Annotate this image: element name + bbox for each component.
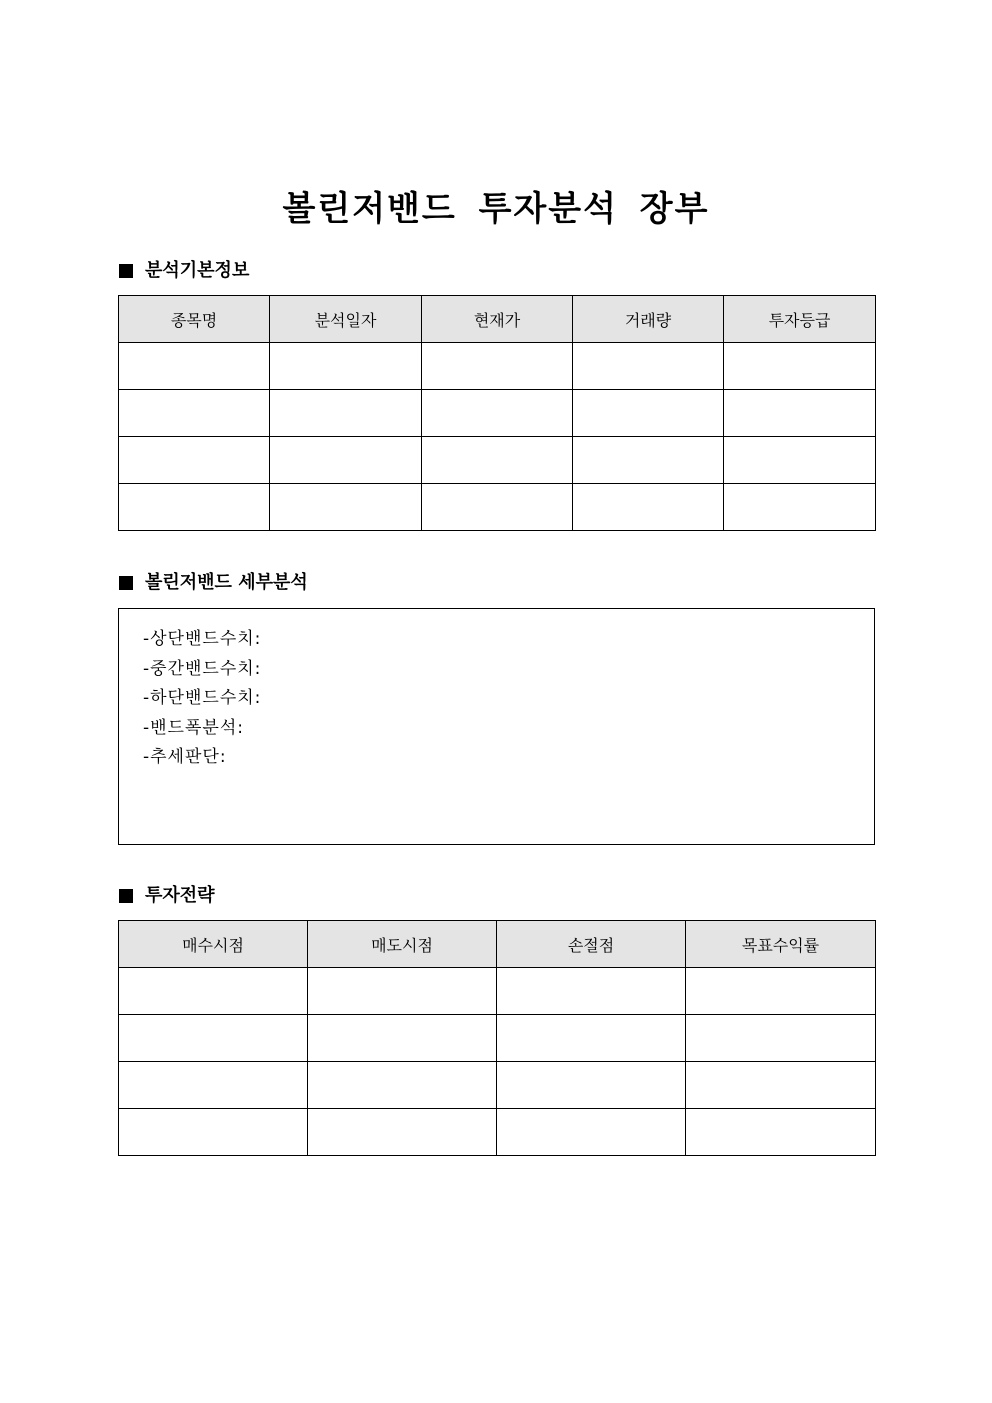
table-cell[interactable]: [497, 968, 686, 1015]
table-cell[interactable]: [497, 1109, 686, 1156]
table-cell[interactable]: [724, 437, 876, 484]
table-cell[interactable]: [119, 968, 308, 1015]
table-cell[interactable]: [119, 1062, 308, 1109]
table-cell[interactable]: [497, 1062, 686, 1109]
section-heading-strategy: [119, 884, 215, 908]
table-cell[interactable]: [119, 343, 270, 390]
table-row: [119, 968, 876, 1015]
table-row: [119, 1109, 876, 1156]
document-title: 볼린저밴드 투자분석 장부: [282, 188, 710, 229]
table-cell[interactable]: [497, 1015, 686, 1062]
table-cell[interactable]: [686, 1109, 876, 1156]
column-header-target-return: 목표수익률: [686, 921, 876, 968]
table-cell[interactable]: [422, 390, 573, 437]
table-cell[interactable]: [573, 390, 724, 437]
table-cell[interactable]: [119, 484, 270, 531]
table-cell[interactable]: [308, 968, 497, 1015]
section-heading-label: 분석기본정보: [145, 260, 250, 281]
list-item-band-width: -밴드폭분석:: [143, 717, 244, 738]
table-cell[interactable]: [573, 437, 724, 484]
table-cell[interactable]: [119, 1109, 308, 1156]
table-cell[interactable]: [686, 1062, 876, 1109]
table-cell[interactable]: [119, 437, 270, 484]
table-cell[interactable]: [119, 1015, 308, 1062]
table-cell[interactable]: [422, 484, 573, 531]
column-header-volume: 거래량: [573, 296, 724, 343]
table-cell[interactable]: [308, 1015, 497, 1062]
list-item-lower-band: -하단밴드수치:: [143, 688, 262, 708]
table-row: [119, 1062, 876, 1109]
square-bullet-icon: [119, 264, 133, 278]
section-heading-basic-info: [119, 259, 249, 283]
table-cell[interactable]: [573, 484, 724, 531]
square-bullet-icon: [119, 576, 133, 590]
table-row: [119, 343, 876, 390]
band-detail-list: [143, 625, 261, 773]
section-heading-label: 볼린저밴드 세부분석: [145, 572, 308, 593]
table-cell[interactable]: [270, 437, 422, 484]
square-bullet-icon: [119, 889, 133, 903]
table-cell[interactable]: [422, 343, 573, 390]
table-cell[interactable]: [724, 390, 876, 437]
table-cell[interactable]: [422, 437, 573, 484]
table-cell[interactable]: [686, 968, 876, 1015]
table-cell[interactable]: [686, 1015, 876, 1062]
table-cell[interactable]: [308, 1109, 497, 1156]
table-header-row: [119, 921, 876, 968]
section-heading-band-detail: [119, 571, 308, 595]
basic-info-table: [118, 295, 876, 531]
table-cell[interactable]: [270, 343, 422, 390]
table-header-row: [119, 296, 876, 343]
table-row: [119, 1015, 876, 1062]
column-header-investment-grade: 투자등급: [724, 296, 876, 343]
column-header-buy-point: 매수시점: [119, 921, 308, 968]
table-cell[interactable]: [724, 343, 876, 390]
table-cell[interactable]: [119, 390, 270, 437]
column-header-stock-name: 종목명: [119, 296, 270, 343]
table-cell[interactable]: [270, 390, 422, 437]
list-item-upper-band: -상단밴드수치:: [143, 629, 262, 649]
list-item-trend-judgement: -추세판단:: [143, 747, 227, 767]
strategy-table: [118, 920, 876, 1156]
table-cell[interactable]: [724, 484, 876, 531]
list-item-middle-band: -중간밴드수치:: [143, 658, 262, 679]
column-header-sell-point: 매도시점: [308, 921, 497, 968]
table-row: [119, 437, 876, 484]
table-cell[interactable]: [308, 1062, 497, 1109]
table-row: [119, 390, 876, 437]
column-header-stop-loss: 손절점: [497, 921, 686, 968]
table-row: [119, 484, 876, 531]
section-heading-label: 투자전략: [145, 885, 215, 906]
band-detail-box[interactable]: [118, 608, 875, 845]
table-cell[interactable]: [573, 343, 724, 390]
column-header-current-price: 현재가: [422, 296, 573, 343]
table-cell[interactable]: [270, 484, 422, 531]
column-header-analysis-date: 분석일자: [270, 296, 422, 343]
